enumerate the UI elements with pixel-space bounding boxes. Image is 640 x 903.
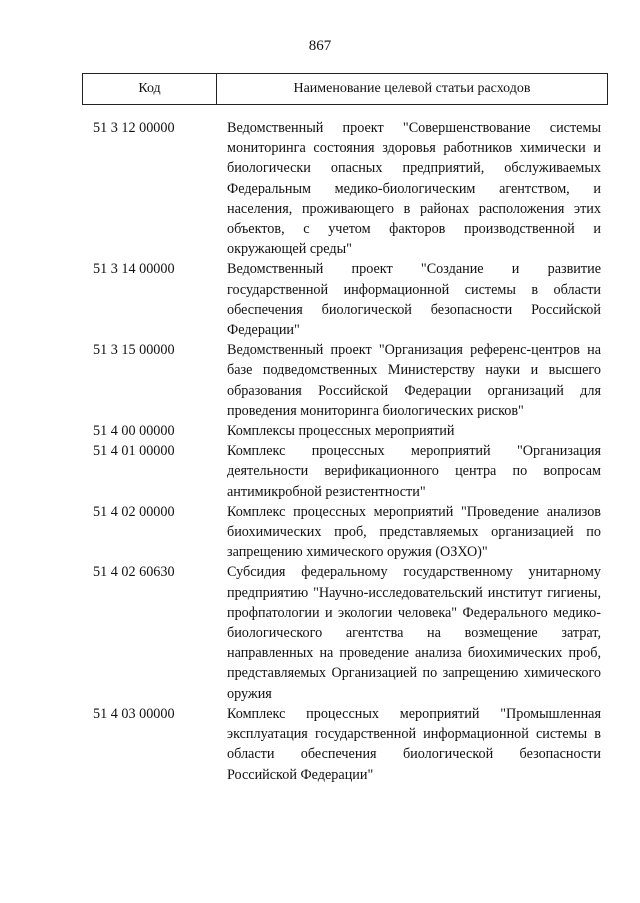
- row-code: 51 4 01 00000: [93, 443, 175, 460]
- table-row: [82, 259, 608, 340]
- row-code: 51 3 14 00000: [93, 261, 175, 278]
- row-code: 51 4 03 00000: [93, 705, 175, 722]
- table-row: [82, 118, 608, 259]
- row-code: 51 3 15 00000: [93, 342, 175, 359]
- table-row: [82, 562, 608, 703]
- table-body: [82, 118, 608, 785]
- table-row: [82, 704, 608, 785]
- column-header-code: Код: [83, 74, 217, 104]
- table-row: [82, 340, 608, 421]
- row-name: Комплекс процессных мероприятий "Промышленная эксплуатация государственной информационной системы в области обеспечения биологической безопасности Российской Федерации": [227, 705, 601, 783]
- row-code: 51 3 12 00000: [93, 120, 175, 136]
- row-code: 51 4 02 00000: [93, 503, 175, 520]
- row-name: Комплекс процессных мероприятий "Организация деятельности верификационного центра по вопросам антимикробной резистентности": [227, 443, 601, 500]
- row-name: Ведомственный проект "Создание и развитие государственной информационной системы в области обеспечения биологической безопасности Российской Федерации": [227, 261, 601, 339]
- row-name: Субсидия федеральному государственному унитарному предприятию "Научно-исследовательский институт гигиены, профпатологии и экологии человека" Федерального медико-биологического агентства на возмещение затрат, направленных на проведение анализа биохимических проб, представляемых Организацией по запрещению химического оружия: [227, 564, 601, 702]
- row-code: 51 4 00 00000: [93, 423, 175, 440]
- table-header: [82, 73, 608, 105]
- page-number: 867: [308, 38, 332, 54]
- row-name: Ведомственный проект "Организация референс-центров на базе подведомственных Министерству науки и высшего образования Российской Федерации организаций для проведения мониторинга биологических рисков": [227, 342, 601, 419]
- table-row: [82, 421, 608, 441]
- row-name: Комплекс процессных мероприятий "Проведение анализов биохимических проб, представляемых организацией по запрещению химического оружия (ОЗХО)": [227, 503, 601, 561]
- row-code: 51 4 02 60630: [93, 564, 175, 581]
- column-header-name: Наименование целевой статьи расходов: [293, 81, 531, 96]
- budget-codes-table: [82, 73, 608, 785]
- row-name: Ведомственный проект "Совершенствование системы мониторинга состояния здоровья работников химически и биологически опасных предприятий, обслуживаемых Федеральным медико-биологическим агентством, и населения, проживающего в районах расположения этих объектов, с учетом факторов производственной и окружающей среды": [227, 120, 601, 258]
- row-name: Комплексы процессных мероприятий: [227, 423, 455, 440]
- table-row: [82, 502, 608, 563]
- table-row: [82, 441, 608, 502]
